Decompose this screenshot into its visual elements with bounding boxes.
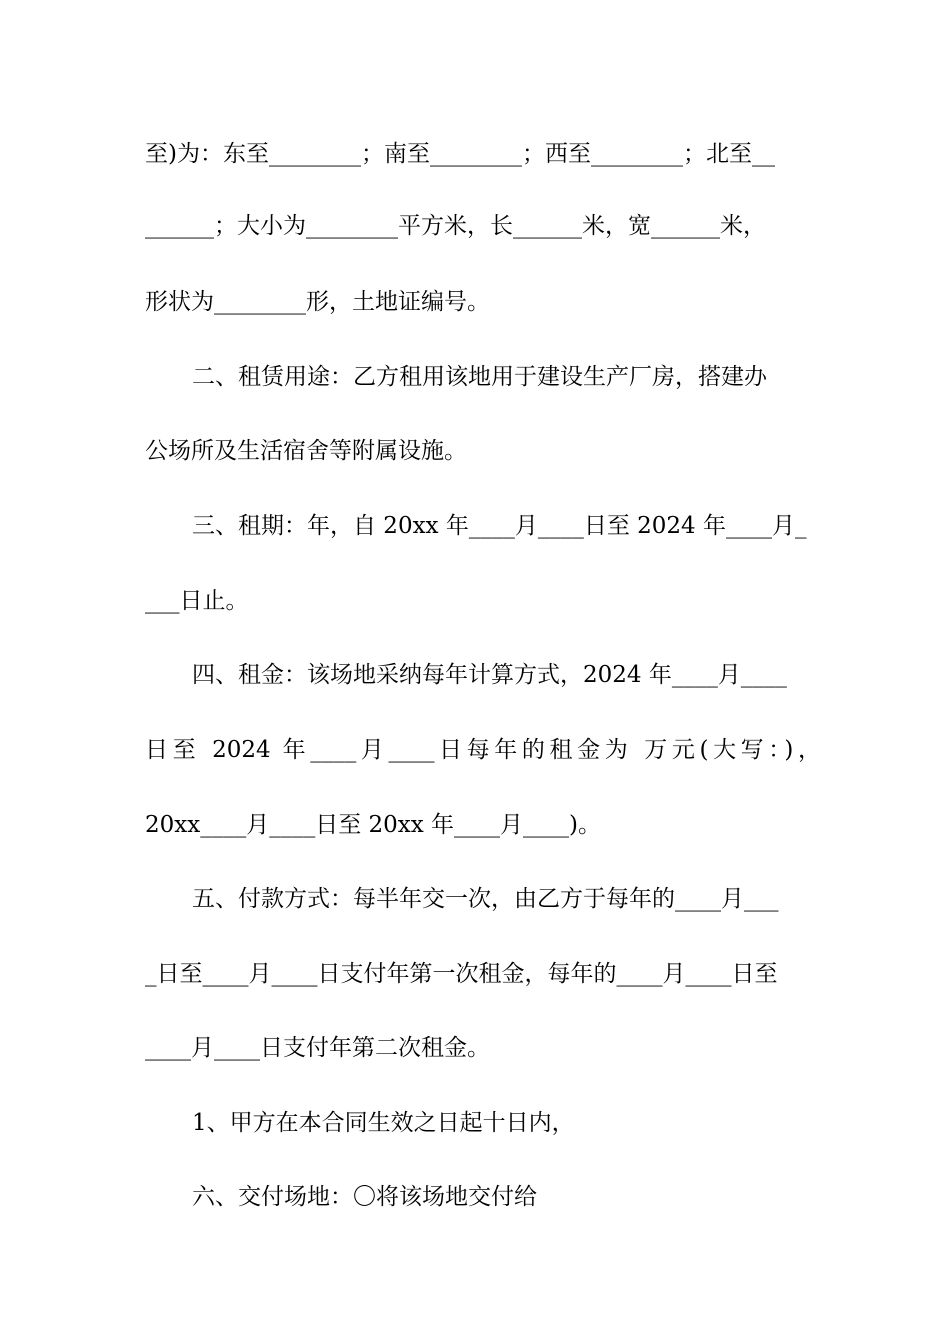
text-line-boundaries: 至)为：东至________；南至________；西至________；北至__	[145, 141, 775, 167]
text-line-second-payment: ____月____日支付年第二次租金。	[145, 1035, 490, 1061]
section-site-delivery: 六、交付场地：〇将该场地交付给	[192, 1184, 537, 1210]
text-line-first-payment: _日至____月____日支付年第一次租金，每年的____月____日至	[145, 961, 778, 987]
clause-party-a-delivery: 1、甲方在本合同生效之日起十日内，	[192, 1110, 575, 1136]
text-line-lease-term-cont: ___日止。	[145, 588, 249, 614]
section-payment-method: 五、付款方式：每半年交一次，由乙方于每年的____月___	[192, 886, 779, 912]
text-line-shape: 形状为________形，土地证编号。	[145, 289, 490, 315]
text-line-rent-period: 20xx____月____日至 20xx 年____月____)。	[145, 812, 602, 838]
section-rent: 四、租金：该场地采纳每年计算方式，2024 年____月____	[192, 662, 787, 688]
section-lease-term: 三、租期：年，自 20xx 年____月____日至 2024 年____月_	[192, 513, 807, 539]
section-lease-purpose: 二、租赁用途：乙方租用该地用于建设生产厂房，搭建办	[192, 364, 767, 390]
text-line-lease-purpose-cont: 公场所及生活宿舍等附属设施。	[145, 438, 467, 464]
text-line-rent-amount: 日至 2024 年____月____日每年的租金为 万元(大写：)，	[145, 737, 821, 763]
text-line-size: ______；大小为________平方米，长______米，宽______米，	[145, 213, 766, 239]
